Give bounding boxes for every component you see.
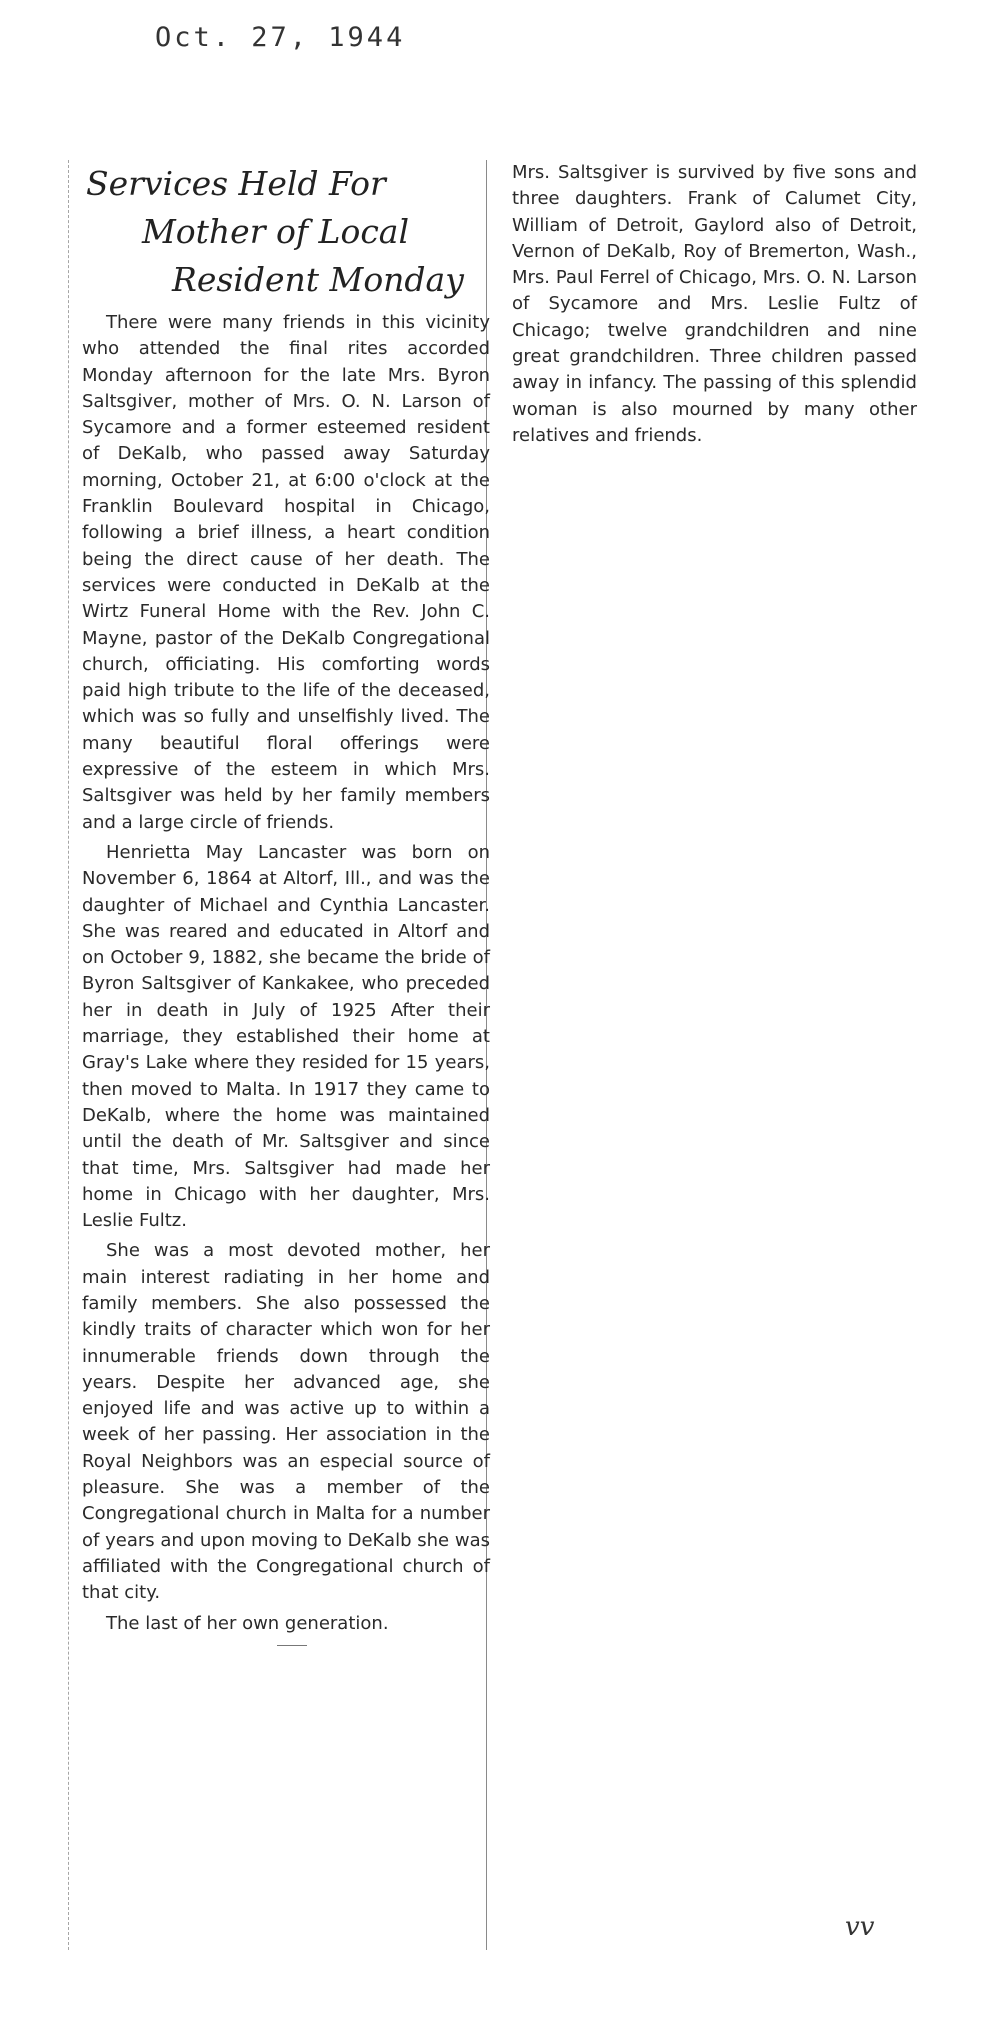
article-right-column — [512, 160, 917, 449]
end-rule — [277, 1645, 307, 1646]
paragraph-survivors: Mrs. Saltsgiver is survived by five sons and three daughters. Frank of Calumet City, William of Detroit, Gaylord also of Detroit, Vernon of DeKalb, Roy of Bremerton, Wash., Mrs. Paul Ferrel of Chicago, Mrs. O. N. Larson of Sycamore and Mrs. Leslie Fultz of Chicago; twelve grandchildren and nine great grandchildren. Three children passed away in infancy. The passing of this splendid woman is also mourned by many other relatives and friends. — [512, 162, 917, 446]
left-edge-rule — [68, 160, 69, 1950]
headline-line-2: Mother of Local — [142, 212, 410, 251]
paragraph-biography: Henrietta May Lancaster was born on November 6, 1864 at Altorf, Ill., and was the daughter of Michael and Cynthia Lancaster. She was reared and educated in Altorf and on October 9, 1882, she became the bride of Byron Saltsgiver of Kankakee, who preceded her in death in July of 1925 After their marriage, they established their home at Gray's Lake where they resided for 15 years, then moved to Malta. In 1917 they came to DeKalb, where the home was maintained until the death of Mr. Saltsgiver and since that time, Mrs. Saltsgiver had made her home in Chicago with her daughter, Mrs. Leslie Fultz. — [82, 841, 490, 1232]
headline-line-3: Resident Monday — [172, 260, 464, 299]
newspaper-clipping — [62, 160, 922, 1970]
handwritten-initials: vv — [845, 1912, 875, 1942]
paragraph-last-generation: The last of her own generation. — [106, 1612, 389, 1634]
paragraph-character: She was a most devoted mother, her main interest radiating in her home and family members. She also possessed the kindly traits of character which won for her innumerable friends down through the years. Despite her advanced age, she enjoyed life and was active up to within a week of her passing. Her association in the Royal Neighbors was an especial source of pleasure. She was a member of the Congregational church in Malta for a number of years and upon moving to DeKalb she was affiliated with the Congregational church of that city. — [82, 1240, 490, 1604]
date-stamp: Oct. 27, 1944 — [155, 22, 406, 53]
headline — [82, 160, 490, 304]
headline-line-1: Services Held For — [86, 164, 386, 203]
paragraph-services: There were many friends in this vicinity who attended the final rites accorded Monday afternoon for the late Mrs. Byron Saltsgiver, mother of Mrs. O. N. Larson of Sycamore and a former esteemed resident of DeKalb, who passed away Saturday morning, October 21, at 6:00 o'clock at the Franklin Boulevard hospital in Chicago, following a brief illness, a heart condition being the direct cause of her death. The services were conducted in DeKalb at the Wirtz Funeral Home with the Rev. John C. Mayne, pastor of the DeKalb Congregational church, officiating. His comforting words paid high tribute to the life of the deceased, which was so fully and unselfishly lived. The many beautiful floral offerings were expressive of the esteem in which Mrs. Saltsgiver was held by her family members and a large circle of friends. — [82, 312, 490, 833]
article-left-column — [82, 160, 490, 1646]
